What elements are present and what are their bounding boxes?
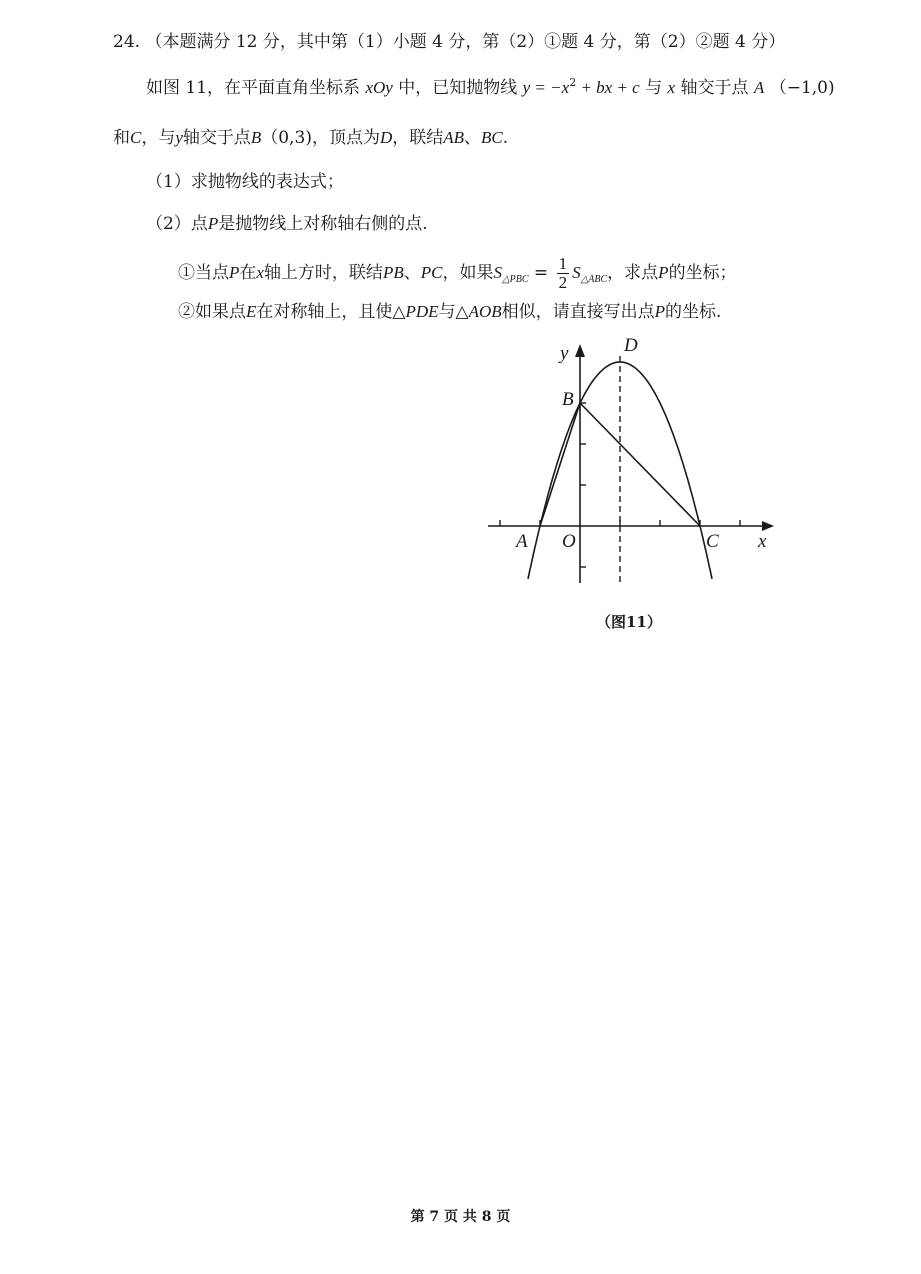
figure-11-diagram <box>480 335 790 590</box>
y-axis-ticks <box>580 403 586 567</box>
part-2: （2）点P是抛物线上对称轴右侧的点. <box>146 214 428 234</box>
segment-bc <box>580 403 700 526</box>
label-a: A <box>516 531 528 552</box>
sub-question-1: ①当点P在x轴上方时，联结PB、PC，如果$S_{\triangle PBC}$ = $\frac{1}{2}$ $S_{\triangle ABC}$，求点P的坐标； <box>178 254 737 292</box>
segment-ab <box>540 403 580 526</box>
label-y: y <box>560 343 569 364</box>
label-c: C <box>706 531 719 552</box>
label-b: B <box>562 389 574 410</box>
label-d: D <box>624 335 638 356</box>
part-1: （1）求抛物线的表达式； <box>146 172 344 192</box>
question-stem-line-2: 和C，与y轴交于点B（0,3)，顶点为D，联结AB、BC. <box>113 128 509 148</box>
label-o: O <box>562 531 576 552</box>
label-x: x <box>758 531 767 552</box>
page-footer: 第 7 页 共 8 页 <box>410 1209 511 1225</box>
y-axis-arrow <box>575 344 585 357</box>
x-axis-arrow <box>762 521 774 531</box>
question-stem-line-1: 如图 11，在平面直角坐标系 xOy 中，已知抛物线 $y = -x^2$ + bx + c 与 x 轴交于点 A （−1,0) <box>146 76 835 98</box>
figure-caption: （图11） <box>596 613 662 631</box>
sub-question-2: ②如果点E在对称轴上，且使△PDE与△AOB相似，请直接写出点P的坐标. <box>178 302 722 322</box>
fraction-one-half: $\frac{1}{2}$ <box>558 254 568 292</box>
question-header: 24. （本题满分 12 分，其中第（1）小题 4 分，第（2）①题 4 分，第（2）②题 4 分） <box>113 32 786 52</box>
